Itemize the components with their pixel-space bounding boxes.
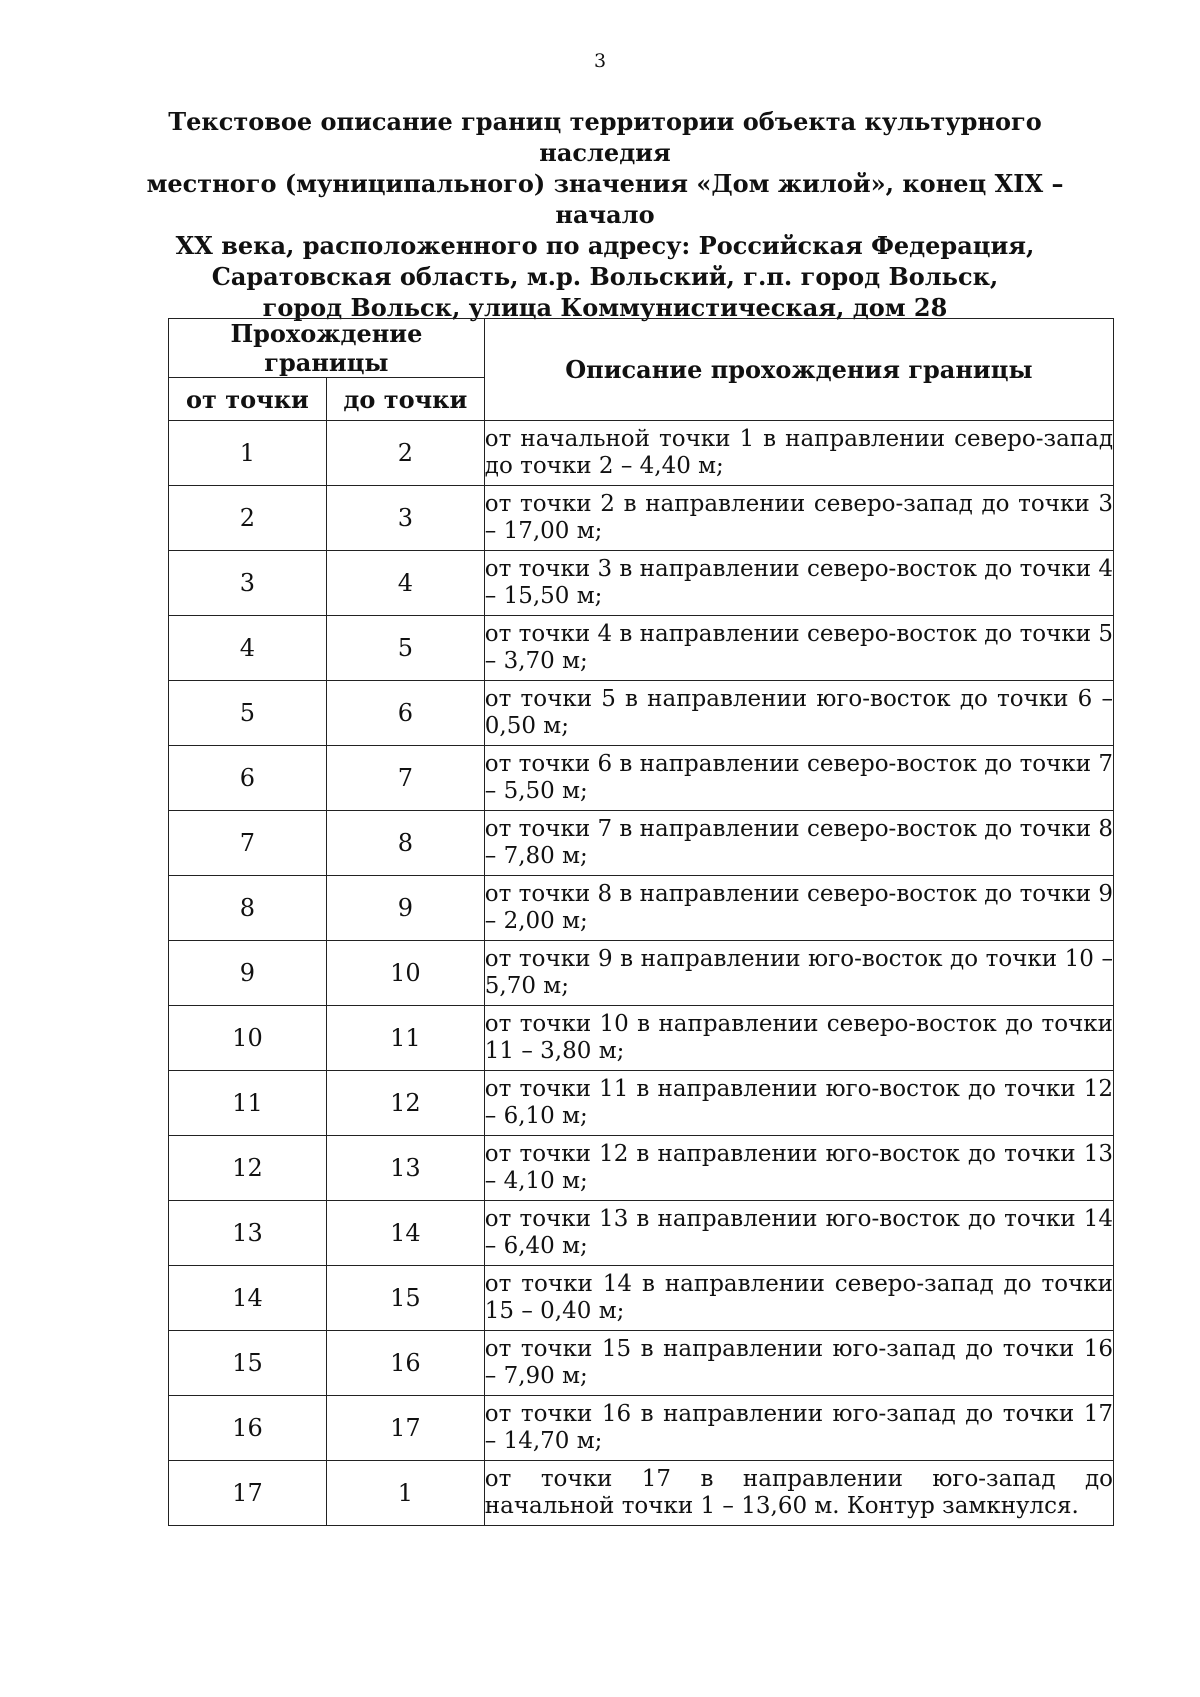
description-cell: от точки 15 в направлении юго-запад до точки 16 – 7,90 м; [484, 1331, 1113, 1396]
table-row [169, 1331, 1114, 1396]
table-row [169, 551, 1114, 616]
to-point-cell: 15 [326, 1266, 484, 1331]
table-row [169, 1071, 1114, 1136]
title-line: XX века, расположенного по адресу: Российская Федерация, [175, 231, 1035, 260]
to-point-cell: 1 [326, 1461, 484, 1526]
header-description: Описание прохождения границы [484, 319, 1113, 421]
table-row [169, 1396, 1114, 1461]
from-point-cell: 12 [169, 1136, 327, 1201]
boundary-table [168, 318, 1114, 1526]
to-point-cell: 8 [326, 811, 484, 876]
from-point-cell: 17 [169, 1461, 327, 1526]
to-point-cell: 12 [326, 1071, 484, 1136]
description-cell: от начальной точки 1 в направлении северо-запад до точки 2 – 4,40 м; [484, 421, 1113, 486]
table-row [169, 421, 1114, 486]
to-point-cell: 3 [326, 486, 484, 551]
from-point-cell: 1 [169, 421, 327, 486]
table-body [169, 421, 1114, 1526]
document-title [140, 106, 1070, 323]
to-point-cell: 16 [326, 1331, 484, 1396]
table-row [169, 876, 1114, 941]
from-point-cell: 7 [169, 811, 327, 876]
header-to-point: до точки [326, 378, 484, 421]
from-point-cell: 3 [169, 551, 327, 616]
to-point-cell: 13 [326, 1136, 484, 1201]
from-point-cell: 9 [169, 941, 327, 1006]
description-cell: от точки 9 в направлении юго-восток до точки 10 – 5,70 м; [484, 941, 1113, 1006]
title-line: Саратовская область, м.р. Вольский, г.п. город Вольск, [211, 262, 999, 291]
table-row [169, 681, 1114, 746]
from-point-cell: 16 [169, 1396, 327, 1461]
to-point-cell: 10 [326, 941, 484, 1006]
description-cell: от точки 2 в направлении северо-запад до точки 3 – 17,00 м; [484, 486, 1113, 551]
header-boundary-passage: Прохождение границы [169, 319, 485, 378]
table-row [169, 1266, 1114, 1331]
from-point-cell: 4 [169, 616, 327, 681]
table-row [169, 1201, 1114, 1266]
description-cell: от точки 12 в направлении юго-восток до точки 13 – 4,10 м; [484, 1136, 1113, 1201]
table-row [169, 616, 1114, 681]
page-number: 3 [593, 50, 607, 72]
description-cell: от точки 16 в направлении юго-запад до точки 17 – 14,70 м; [484, 1396, 1113, 1461]
title-line: местного (муниципального) значения «Дом жилой», конец XIX – начало [146, 169, 1064, 229]
description-cell: от точки 8 в направлении северо-восток до точки 9 – 2,00 м; [484, 876, 1113, 941]
from-point-cell: 14 [169, 1266, 327, 1331]
description-cell: от точки 3 в направлении северо-восток до точки 4 – 15,50 м; [484, 551, 1113, 616]
from-point-cell: 5 [169, 681, 327, 746]
from-point-cell: 10 [169, 1006, 327, 1071]
table-row [169, 811, 1114, 876]
table-row [169, 486, 1114, 551]
to-point-cell: 4 [326, 551, 484, 616]
from-point-cell: 8 [169, 876, 327, 941]
table-row [169, 1461, 1114, 1526]
to-point-cell: 7 [326, 746, 484, 811]
description-cell: от точки 6 в направлении северо-восток до точки 7 – 5,50 м; [484, 746, 1113, 811]
title-line: Текстовое описание границ территории объекта культурного наследия [168, 107, 1042, 167]
to-point-cell: 9 [326, 876, 484, 941]
from-point-cell: 6 [169, 746, 327, 811]
description-cell: от точки 10 в направлении северо-восток до точки 11 – 3,80 м; [484, 1006, 1113, 1071]
from-point-cell: 13 [169, 1201, 327, 1266]
description-cell: от точки 7 в направлении северо-восток до точки 8 – 7,80 м; [484, 811, 1113, 876]
description-cell: от точки 11 в направлении юго-восток до точки 12 – 6,10 м; [484, 1071, 1113, 1136]
to-point-cell: 11 [326, 1006, 484, 1071]
table-row [169, 1006, 1114, 1071]
description-cell: от точки 14 в направлении северо-запад до точки 15 – 0,40 м; [484, 1266, 1113, 1331]
header-from-point: от точки [169, 378, 327, 421]
to-point-cell: 6 [326, 681, 484, 746]
from-point-cell: 11 [169, 1071, 327, 1136]
to-point-cell: 14 [326, 1201, 484, 1266]
description-cell: от точки 5 в направлении юго-восток до точки 6 – 0,50 м; [484, 681, 1113, 746]
description-cell: от точки 4 в направлении северо-восток до точки 5 – 3,70 м; [484, 616, 1113, 681]
title-line: город Вольск, улица Коммунистическая, дом 28 [262, 293, 948, 322]
table-row [169, 746, 1114, 811]
description-cell: от точки 13 в направлении юго-восток до точки 14 – 6,40 м; [484, 1201, 1113, 1266]
to-point-cell: 17 [326, 1396, 484, 1461]
from-point-cell: 15 [169, 1331, 327, 1396]
from-point-cell: 2 [169, 486, 327, 551]
to-point-cell: 2 [326, 421, 484, 486]
table-row [169, 941, 1114, 1006]
table-row [169, 1136, 1114, 1201]
to-point-cell: 5 [326, 616, 484, 681]
description-cell: от точки 17 в направлении юго-запад до начальной точки 1 – 13,60 м. Контур замкнулся. [484, 1461, 1113, 1526]
